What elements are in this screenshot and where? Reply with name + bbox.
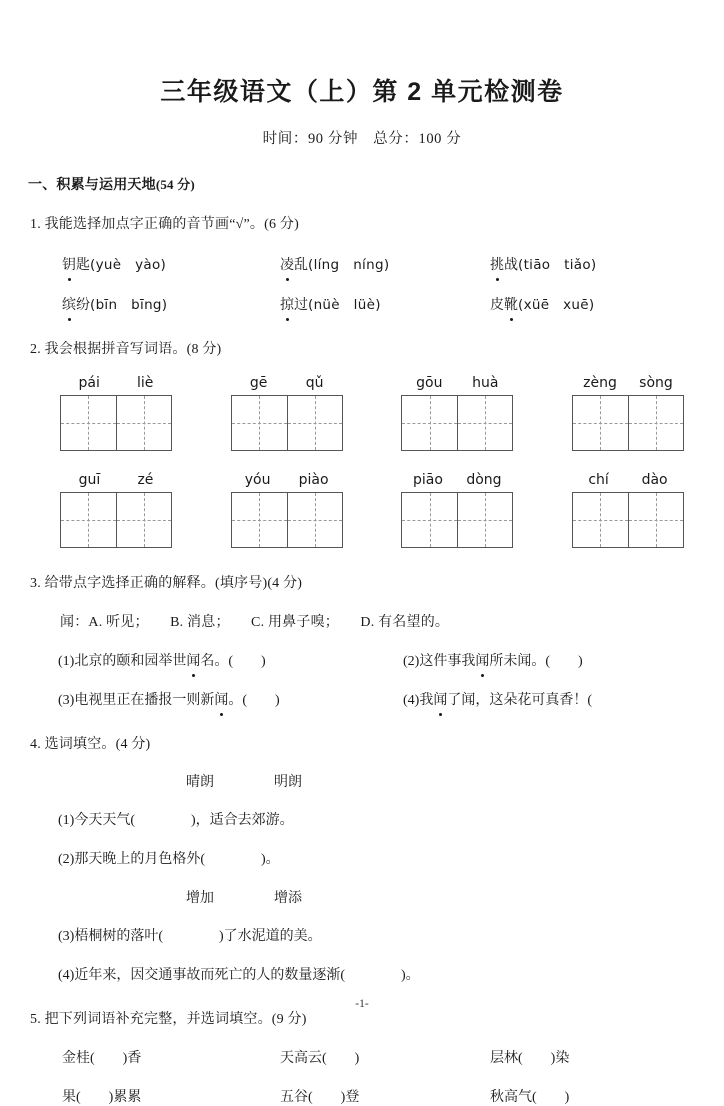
- q2-word-box-0[interactable]: [60, 375, 172, 451]
- q2-pinyin-3-syll-2: sòng: [639, 375, 673, 391]
- q2-pinyin-1-syll-1: gē: [249, 375, 268, 391]
- q3-item-1-dotted-char: 闻: [475, 650, 489, 670]
- q2-word-box-4[interactable]: [60, 472, 172, 548]
- q2-pinyin-3-syll-1: zèng: [583, 375, 617, 391]
- grid-cell[interactable]: [61, 396, 116, 450]
- q1-item-4-choices[interactable]: (nüè lüè): [308, 297, 381, 313]
- q2-pinyin-7-syll-2: dào: [641, 472, 668, 488]
- q2-word-box-3[interactable]: [572, 375, 684, 451]
- question-3-row-2: [0, 670, 724, 709]
- grid-cell[interactable]: [287, 396, 342, 450]
- grid-cell[interactable]: [457, 493, 512, 547]
- q4-bank2-option-1[interactable]: 增添: [274, 891, 302, 906]
- q2-pinyin-1: [231, 375, 343, 391]
- part1-heading-points: (54 分): [155, 177, 195, 192]
- q2-pinyin-1-syll-2: qǔ: [305, 375, 324, 391]
- q1-item-1-dotted-char: 凌: [280, 254, 294, 274]
- q2-pinyin-6-syll-1: piāo: [413, 472, 443, 488]
- q3-item-0[interactable]: [58, 650, 403, 670]
- question-3-row-1: [0, 631, 724, 670]
- grid-cell[interactable]: [457, 396, 512, 450]
- q1-item-2[interactable]: [490, 253, 597, 274]
- q1-item-4-char-2: 过: [294, 298, 308, 313]
- q5-idiom-5[interactable]: 秋高气( ): [490, 1090, 570, 1105]
- q3-item-0-text-pre: 北京的颐和园举世: [74, 654, 187, 669]
- q4-item-0-text[interactable]: 今天天气( )，适合去郊游。: [74, 813, 294, 828]
- q2-word-box-5[interactable]: [231, 472, 343, 548]
- q2-writing-grid-5[interactable]: [231, 492, 343, 548]
- q2-pinyin-5-syll-2: piào: [298, 472, 329, 488]
- section-heading-part1: [0, 148, 724, 194]
- question-1-title: 1. 我能选择加点字正确的音节画“√”。(6 分): [30, 217, 299, 232]
- q2-writing-grid-6[interactable]: [401, 492, 513, 548]
- q3-item-1-number: (2): [403, 654, 420, 669]
- q2-writing-grid-4[interactable]: [60, 492, 172, 548]
- q2-writing-grid-2[interactable]: [401, 395, 513, 451]
- q2-pinyin-4-syll-1: guī: [78, 472, 101, 488]
- question-5-title: 5. 把下列词语补充完整，并选词填空。(9 分): [30, 1012, 307, 1027]
- question-1-row-2: [0, 274, 724, 314]
- q1-item-1-char-2: 乱: [294, 258, 308, 273]
- question-1-row-1: [0, 233, 724, 274]
- q2-pinyin-4: [60, 472, 172, 488]
- q1-item-4-dotted-char: 掠: [280, 294, 294, 314]
- grid-cell[interactable]: [573, 396, 628, 450]
- q2-pinyin-6-syll-2: dòng: [466, 472, 502, 488]
- q1-item-0-choices[interactable]: (yuè yào): [90, 257, 167, 273]
- q4-item-0[interactable]: [58, 809, 294, 829]
- q4-item-1-number: (2): [58, 852, 75, 867]
- question-4-word-bank-1: [0, 753, 724, 791]
- q3-item-0-dotted-char: 闻: [186, 650, 200, 670]
- q4-item-3[interactable]: [58, 964, 420, 984]
- grid-cell[interactable]: [232, 396, 287, 450]
- q2-word-box-1[interactable]: [231, 375, 343, 451]
- question-4-item-2: [0, 829, 724, 868]
- q1-item-3-char-2: 纷: [76, 298, 90, 313]
- q4-bank2-option-0[interactable]: 增加: [186, 891, 214, 906]
- q1-item-0-char-2: 匙: [76, 258, 90, 273]
- q3-item-0-number: (1): [58, 654, 75, 669]
- q5-idiom-2[interactable]: 层林( )染: [490, 1051, 570, 1066]
- grid-cell[interactable]: [402, 493, 457, 547]
- page-number: -1-: [355, 998, 369, 1010]
- q1-item-5[interactable]: [490, 293, 594, 314]
- grid-cell[interactable]: [287, 493, 342, 547]
- question-2-title: 2. 我会根据拼音写词语。(8 分): [30, 342, 222, 357]
- grid-cell[interactable]: [628, 493, 683, 547]
- grid-cell[interactable]: [116, 396, 171, 450]
- q3-item-1[interactable]: [403, 650, 583, 670]
- q3-item-1-text-pre: 这件事我: [419, 654, 476, 669]
- q1-item-2-choices[interactable]: (tiāo tiǎo): [518, 257, 597, 273]
- q5-idiom-0[interactable]: 金桂( )香: [62, 1051, 142, 1066]
- q2-pinyin-0-syll-2: liè: [137, 375, 154, 391]
- grid-cell[interactable]: [402, 396, 457, 450]
- q1-item-4[interactable]: [280, 293, 490, 314]
- q4-item-1[interactable]: [58, 848, 280, 868]
- q4-item-2-number: (3): [58, 929, 75, 944]
- q1-item-0-dotted-char: 钥: [62, 254, 76, 274]
- q4-item-3-text[interactable]: 近年来，因交通事故而死亡的人的数量逐渐( )。: [74, 968, 420, 983]
- q1-item-2-char-2: 战: [504, 258, 518, 273]
- grid-cell[interactable]: [628, 396, 683, 450]
- grid-cell[interactable]: [116, 493, 171, 547]
- q5-idiom-3[interactable]: 果( )累累: [62, 1090, 142, 1105]
- q5-idiom-4[interactable]: 五谷( )登: [280, 1090, 360, 1105]
- q1-item-5-choices[interactable]: (xüē xuē): [518, 297, 595, 313]
- exam-meta-line: 时间：90 分钟 总分：100 分: [262, 131, 462, 147]
- q2-pinyin-5: [231, 472, 343, 488]
- q1-item-5-dotted-char: 靴: [504, 294, 518, 314]
- q2-word-box-6[interactable]: [401, 472, 513, 548]
- q2-pinyin-3: [572, 375, 684, 391]
- grid-cell[interactable]: [61, 493, 116, 547]
- q4-bank1-option-1[interactable]: 明朗: [274, 775, 302, 790]
- q3-item-3-dotted-char: 闻: [433, 689, 447, 709]
- q2-pinyin-2-syll-1: gōu: [416, 375, 443, 391]
- grid-cell[interactable]: [573, 493, 628, 547]
- question-3-title: 3. 给带点字选择正确的解释。(填序号)(4 分): [30, 576, 303, 591]
- q2-writing-grid-3[interactable]: [572, 395, 684, 451]
- question-4-item-1: [0, 791, 724, 829]
- q2-pinyin-6: [401, 472, 513, 488]
- q2-pinyin-0-syll-1: pái: [78, 375, 100, 391]
- q1-item-3-choices[interactable]: (bīn bīng): [90, 297, 168, 313]
- q2-pinyin-5-syll-1: yóu: [244, 472, 271, 488]
- question-4-item-3: [0, 907, 724, 945]
- q3-item-3-text-pre: 我: [419, 693, 434, 708]
- question-5-row-1: [0, 1028, 724, 1067]
- q1-item-5-char-1: 皮: [490, 298, 504, 313]
- q3-item-1-answer-blank[interactable]: 所未闻。( ): [489, 654, 583, 669]
- q1-item-1-choices[interactable]: (líng níng): [308, 257, 390, 273]
- q2-pinyin-7-syll-1: chí: [588, 472, 609, 488]
- q1-item-2-dotted-char: 挑: [490, 254, 504, 274]
- q4-item-3-number: (4): [58, 968, 75, 983]
- q2-pinyin-2: [401, 375, 513, 391]
- q3-item-3-number: (4): [403, 693, 420, 708]
- q1-item-1[interactable]: [280, 253, 490, 274]
- q3-item-2-dotted-char: 闻: [214, 689, 228, 709]
- q3-item-2-answer-blank[interactable]: 。( ): [228, 693, 280, 708]
- q3-item-3-answer-blank[interactable]: 了闻，这朵花可真香！(: [447, 693, 592, 708]
- q3-item-2[interactable]: [58, 689, 403, 709]
- question-4-title: 4. 选词填空。(4 分): [30, 737, 151, 752]
- part1-heading-text: 一、积累与运用天地: [28, 178, 156, 193]
- grid-cell[interactable]: [232, 493, 287, 547]
- q4-item-0-number: (1): [58, 813, 75, 828]
- question-4-item-4: [0, 945, 724, 984]
- question-2-grid-row-2: [0, 451, 724, 548]
- q1-item-3-dotted-char: 缤: [62, 294, 76, 314]
- q3-item-3[interactable]: [403, 689, 592, 709]
- q5-idiom-1[interactable]: 天高云( ): [280, 1051, 360, 1066]
- q2-writing-grid-7[interactable]: [572, 492, 684, 548]
- question-2-grid-row-1: [0, 358, 724, 451]
- q2-writing-grid-1[interactable]: [231, 395, 343, 451]
- q4-item-2-text[interactable]: 梧桐树的落叶( )了水泥道的美。: [74, 929, 322, 944]
- question-3-legend: 闻：A. 听见； B. 消息； C. 用鼻子嗅； D. 有名望的。: [60, 615, 450, 630]
- q2-word-box-2[interactable]: [401, 375, 513, 451]
- q1-item-0[interactable]: [62, 253, 280, 274]
- question-5-row-2: [0, 1067, 724, 1106]
- page-title: 三年级语文（上）第 2 单元检测卷: [160, 78, 564, 106]
- q3-item-2-number: (3): [58, 693, 75, 708]
- q2-pinyin-4-syll-2: zé: [137, 472, 154, 488]
- q2-writing-grid-0[interactable]: [60, 395, 172, 451]
- q2-pinyin-0: [60, 375, 172, 391]
- q3-item-2-text-pre: 电视里正在播报一则新: [74, 693, 215, 708]
- q2-pinyin-2-syll-2: huà: [472, 375, 499, 391]
- q4-item-1-text[interactable]: 那天晚上的月色格外( )。: [74, 852, 280, 867]
- q1-item-3[interactable]: [62, 293, 280, 314]
- question-4-word-bank-2: [0, 868, 724, 907]
- q2-pinyin-7: [572, 472, 684, 488]
- q4-bank1-option-0[interactable]: 晴朗: [186, 775, 214, 790]
- q4-item-2[interactable]: [58, 925, 322, 945]
- q3-item-0-answer-blank[interactable]: 名。( ): [200, 654, 266, 669]
- q2-word-box-7[interactable]: [572, 472, 684, 548]
